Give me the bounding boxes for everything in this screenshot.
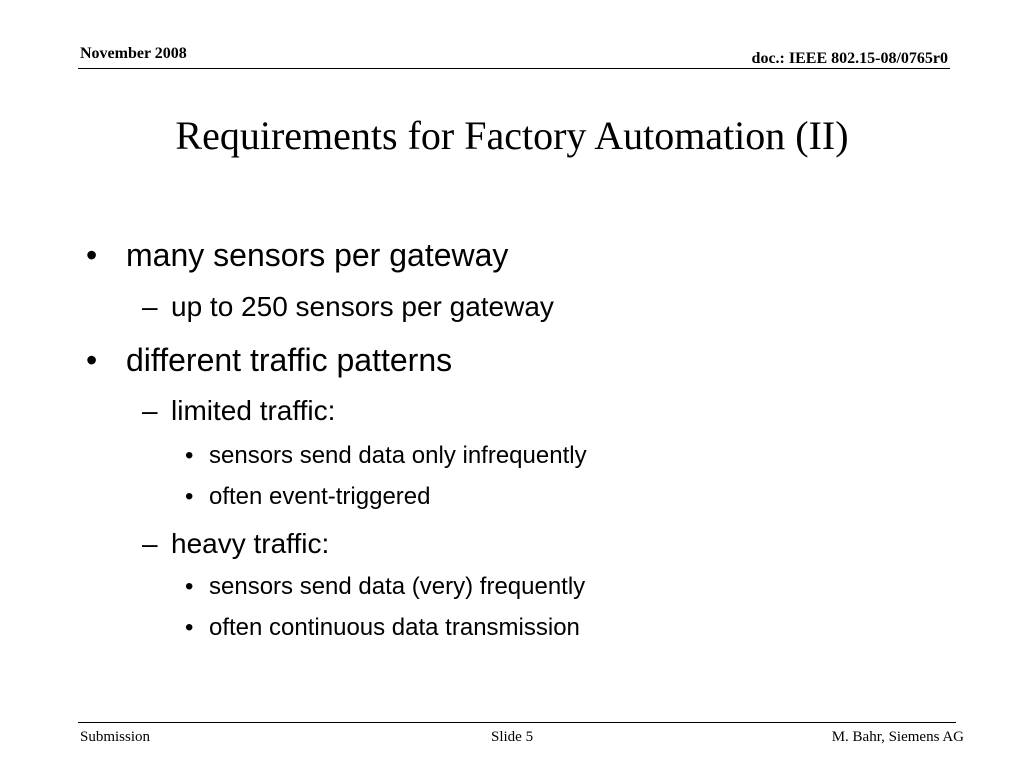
sub-bullet-marker: – bbox=[142, 291, 158, 322]
sub-sub-bullet-marker: • bbox=[185, 483, 194, 510]
footer-rule bbox=[78, 722, 956, 723]
header-doc-id: doc.: IEEE 802.15-08/0765r0 bbox=[751, 50, 948, 67]
sub-sub-bullet-item: often event-triggered bbox=[209, 483, 431, 510]
sub-sub-bullet-item: often continuous data transmission bbox=[209, 614, 580, 641]
slide-title: Requirements for Factory Automation (II) bbox=[175, 113, 849, 158]
sub-bullet-item: up to 250 sensors per gateway bbox=[171, 291, 554, 322]
sub-bullet-item: limited traffic: bbox=[171, 395, 336, 426]
bullet-marker: • bbox=[86, 342, 98, 378]
sub-sub-bullet-item: sensors send data only infrequently bbox=[209, 442, 587, 469]
sub-bullet-marker: – bbox=[142, 395, 158, 426]
footer-author: M. Bahr, Siemens AG bbox=[831, 729, 964, 745]
sub-bullet-item: heavy traffic: bbox=[171, 528, 330, 559]
sub-sub-bullet-marker: • bbox=[185, 573, 194, 600]
sub-sub-bullet-item: sensors send data (very) frequently bbox=[209, 573, 586, 600]
bullet-item: many sensors per gateway bbox=[126, 237, 509, 273]
sub-bullet-marker: – bbox=[142, 528, 158, 559]
bullet-marker: • bbox=[86, 237, 98, 273]
header-rule bbox=[78, 68, 950, 69]
header-date: November 2008 bbox=[80, 45, 187, 62]
bullet-item: different traffic patterns bbox=[126, 342, 453, 378]
footer-slide-number: Slide 5 bbox=[491, 729, 534, 745]
sub-sub-bullet-marker: • bbox=[185, 614, 194, 641]
sub-sub-bullet-marker: • bbox=[185, 442, 194, 469]
footer-submission: Submission bbox=[80, 729, 151, 745]
